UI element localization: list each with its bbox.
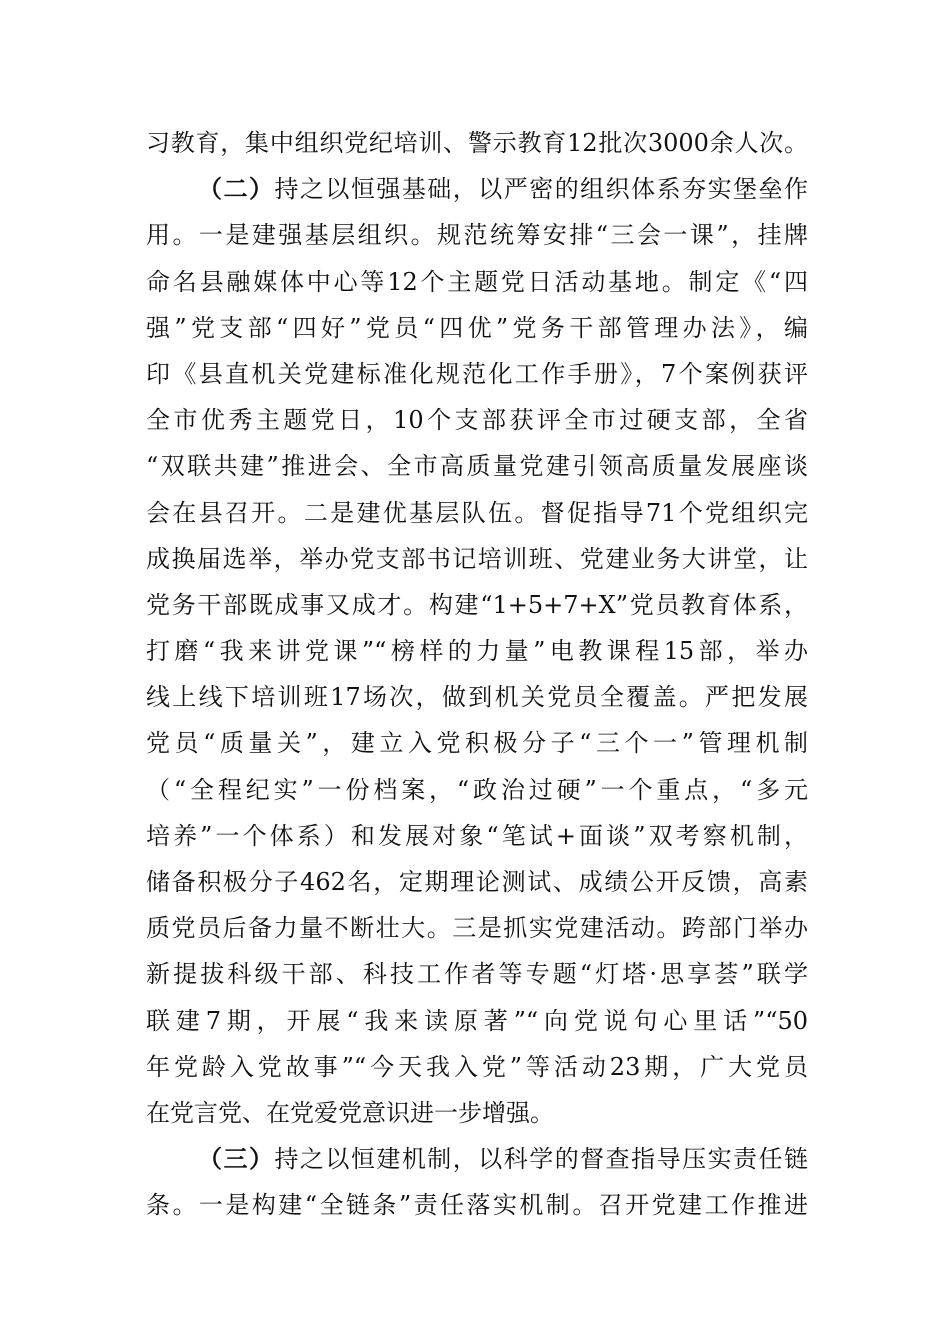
text-line (146, 166, 808, 212)
text-line: 联建7期，开展“我来读原著”“向党说句心里话”“50 (146, 1006, 808, 1035)
text-line: 培养”一个体系）和发展对象“笔试+面谈”双考察机制， (146, 821, 808, 850)
text-line: 全市优秀主题党日，10个支部获评全市过硬支部，全省 (146, 406, 808, 435)
section-heading-text: 持之以恒建机制，以科学的督查指导压实责任链 (274, 1145, 809, 1174)
text-line: （“全程纪实”一份档案，“政治过硬”一个重点，“多元 (146, 775, 808, 804)
text-line: 印《县直机关党建标准化规范化工作手册》，7个案例获评 (146, 359, 808, 388)
text-line: “双联共建”推进会、全市高质量党建引领高质量发展座谈 (146, 452, 808, 481)
text-line: 党务干部既成事又成才。构建“1+5+7+X”党员教育体系， (146, 590, 808, 619)
text-line: 强”党支部“四好”党员“四优”党务干部管理办法》，编 (146, 313, 808, 342)
section-number: （二） (198, 174, 275, 204)
section-number: （三） (198, 1144, 275, 1174)
text-line (146, 1136, 808, 1182)
section-heading-text: 持之以恒强基础，以严密的组织体系夯实堡垒作 (274, 175, 809, 204)
text-line: 党员“质量关”，建立入党积极分子“三个一”管理机制 (146, 729, 808, 758)
body-text (146, 120, 808, 1229)
text-line: 习教育，集中组织党纪培训、警示教育12批次3000余人次。 (146, 129, 808, 157)
text-line: 质党员后备力量不断壮大。三是抓实党建活动。跨部门举办 (146, 914, 808, 943)
text-line: 在党言党、在党爱党意识进一步增强。 (146, 1098, 554, 1127)
text-line: 年党龄入党故事”“今天我入党”等活动23期，广大党员 (146, 1052, 808, 1081)
text-line: 会在县召开。二是建优基层队伍。督促指导71个党组织完 (146, 498, 808, 527)
text-line: 储备积极分子462名，定期理论测试、成绩公开反馈，高素 (146, 868, 808, 896)
text-line: 线上线下培训班17场次，做到机关党员全覆盖。严把发展 (146, 683, 808, 712)
text-line: 条。一是构建“全链条”责任落实机制。召开党建工作推进 (146, 1191, 808, 1220)
text-line: 成换届选举，举办党支部书记培训班、党建业务大讲堂，让 (146, 544, 808, 573)
text-line: 命名县融媒体中心等12个主题党日活动基地。制定《“四 (146, 267, 808, 296)
text-line: 打磨“我来讲党课”“榜样的力量”电教课程15部，举办 (146, 637, 808, 666)
text-line: 用。一是建强基层组织。规范统筹安排“三会一课”，挂牌 (146, 221, 808, 250)
text-line: 新提拔科级干部、科技工作者等专题“灯塔·思享荟”联学 (146, 960, 808, 989)
